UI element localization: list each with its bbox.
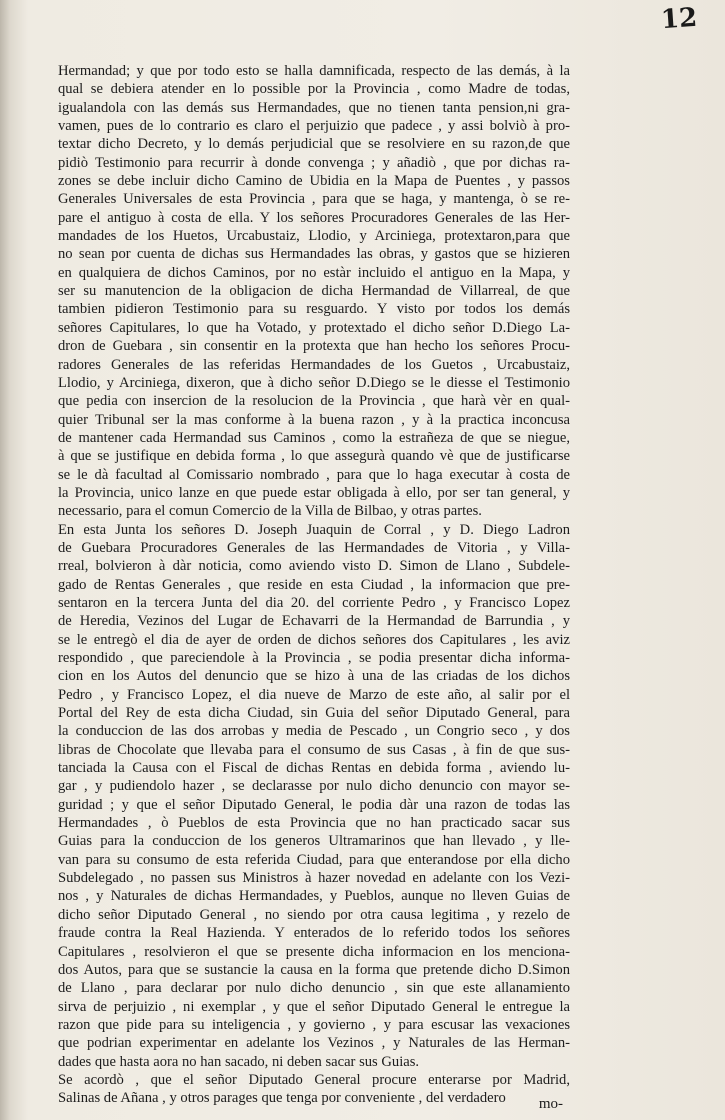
text-line: tambien pidieron Testimonio para su resguardo. Y visto por todos los demás [58,301,570,318]
text-line: sentaron en la tercera Junta del dia 20. del corriente Pedro , y Francisco Lopez [58,594,570,611]
text-line: Llodio, y Arciniega, dixeron, que à dicho señor D.Diego se le diesse el Testimonio [58,374,570,391]
text-line: rreal, bolvieron à dàr noticia, como aviendo visto D. Simon de Llano , Subdele- [58,558,570,575]
text-line: razon que pide para su inteligencia , y govierno , y para escusar las vexaciones [58,1016,570,1033]
text-line: Generales Universales de esta Provincia , para que se haga, y mantenga, ò se re- [58,191,570,208]
text-line: zones se debe incluir dicho Camino de Ubidia en la Mapa de Puentes , y passos [58,173,570,190]
text-line: no sean por cuenta de dichas sus Hermandades las obras, y gastos que se hizieren [58,246,570,263]
text-line: fraude contra la Real Hazienda. Y enterados de lo referido todos los señores [58,925,570,942]
paragraph [58,521,570,1071]
text-line: señores Capitulares, lo que ha Votado, y protextado el dicho señor D.Diego La- [58,319,570,336]
text-line: gar , y pudiendolo hazer , se declarasse por nulo dicho denuncio con mayor se- [58,778,570,795]
text-line: dicho señor Diputado General , no siendo por otra causa legitima , y rezelo de [58,906,570,923]
text-line: la Provincia, unico lanze en que puede estar obligada à ello, por ser tan general, y [58,484,570,501]
text-line: vamen, pues de lo contrario es claro el perjuizio que padece , y assi bolviò à pro- [58,118,570,135]
text-line: cion en los Autos del denuncio que se hizo à una de las criadas de los dichos [58,668,570,685]
text-line: tanciada la Causa con el Fiscal de dichas Rentas en debida forma , aviendo lu- [58,760,570,777]
text-line: pare el antiguo à costa de ella. Y los señores Procuradores Generales de las Her- [58,209,570,226]
text-line: respondido , que pareciendole à la Provincia , se podia presentar dicha informa- [58,650,570,666]
text-line: van para su consumo de esta referida Ciudad, para que enterandose por ella dicho [58,851,570,868]
text-line: Portal del Rey de esta dicha Ciudad, sin Guia del señor Diputado General, para [58,705,570,722]
text-line: sirva de perjuizio , ni exemplar , y que el señor Diputado General le entregue la [58,998,570,1015]
text-line: gado de Rentas Generales , que reside en esta Ciudad , la informacion que pre- [58,576,570,593]
text-line: Capitulares , resolvieron el que se presente dicha informacion en los menciona- [58,943,570,960]
text-line: en qualquiera de dichos Caminos, por no estàr incluido el antiguo en la Mapa, y [58,264,570,281]
paragraph [58,62,570,521]
page-number: 12 [659,2,699,36]
text-line: dron de Guebara , sin consentir en la protexta que han hecho los señores Procu- [58,338,570,355]
text-line: de Llano , para declarar por nulo dicho denuncio , sin que este allanamiento [58,980,570,997]
text-line: Guias para la conduccion de los generos Ultramarinos que han llevado , y lle- [58,833,570,850]
text-line: ser su manutencion de la obligacion de dicha Hermandad de Villarreal, de que [58,283,570,300]
text-line: qual se debiera atender en lo possible por la Provincia , como Madre de todas, [58,81,570,98]
text-line: radores Generales de las referidas Hermandades de los Guetos , Urcabustaiz, [58,356,570,373]
text-line: Hermandad; y que por todo esto se halla damnificada, respecto de las demás, à la [58,63,570,79]
text-line: mandades de los Huetos, Urcabustaiz, Llodio, y Arciniega, protextaron,para que [58,228,570,245]
text-line: Pedro , y Francisco Lopez, el dia nueve de Marzo de este año, al salir por el [58,686,570,703]
text-line: Subdelegado , no passen sus Ministros à hazer novedad en adelante con los Vezi- [58,870,570,887]
text-line: se le entregò el dia de ayer de orden de dichos señores dos Capitulares , les aviz [58,631,570,648]
text-line: de Heredia, Vezinos del Lugar de Echavarri de la Hermandad de Barrundia , y [58,613,570,630]
text-line: necessario, para el comun Comercio de la Villa de Bilbao, y otras partes. [58,503,482,520]
text-line: à que se justifique en debida forma , lo que assegurà quando vè que de justificarse [58,448,570,465]
text-line: dos Autos, para que se sustancie la causa en la forma que pretende dicho D.Simon [58,961,570,978]
text-line: textar dicho Decreto, y lo demás perjudicial que se resolviere en su razon,de que [58,136,570,153]
text-line: Salinas de Añana , y otros parages que tenga por conveniente , del verdadero [58,1090,506,1107]
text-line: dades que hasta aora no han sacado, ni deben sacar sus Guias. [58,1053,420,1070]
text-line: que pedia con insercion de la resolucion de la Provincia , que harà vèr en qual- [58,393,570,410]
text-line: quier Tribunal ser la mas conforme à la buena razon , y à la practica inconcusa [58,411,570,428]
text-line: pidiò Testimonio para recurrir à donde convenga ; y añadiò , que por dichas ra- [58,154,570,171]
text-line: En esta Junta los señores D. Joseph Juaquin de Corral , y D. Diego Ladron [58,521,570,538]
text-line: nos , y Naturales de dichas Hermandades, y Pueblos, aunque no lleven Guias de [58,888,570,905]
text-line: de Guebara Procuradores Generales de las Hermandades de Vitoria , y Villa- [58,539,570,556]
text-line: se le dà facultad al Comissario nombrado , para que lo haga executar à costa de [58,466,570,483]
text-line: que podrian experimentar en adelante los Vezinos , y Naturales de las Herman- [58,1035,570,1052]
paragraph [58,1071,570,1108]
text-line: la conduccion de las dos arrobas y media de Pescado , un Congrio seco , y dos [58,723,570,740]
catchword: mo- [538,1096,563,1112]
text-line: Hermandades , ò Pueblos de esta Provincia que no han practicado sacar sus [58,815,570,832]
text-line: libras de Chocolate que llevaba para el consumo de sus Casas , à fin de que sus- [58,741,570,758]
text-line: Se acordò , que el señor Diputado General procure enterarse por Madrid, [58,1071,570,1088]
body-text [58,62,570,1108]
text-line: igualandola con las demás sus Hermandades, que no tienen tanta pension,ni gra- [58,99,570,116]
text-line: de mantener cada Hermandad sus Caminos , como la estrañeza de que se niegue, [58,429,570,446]
text-line: guridad ; y que el señor Diputado General, le podia dàr una razon de todas las [58,796,570,813]
